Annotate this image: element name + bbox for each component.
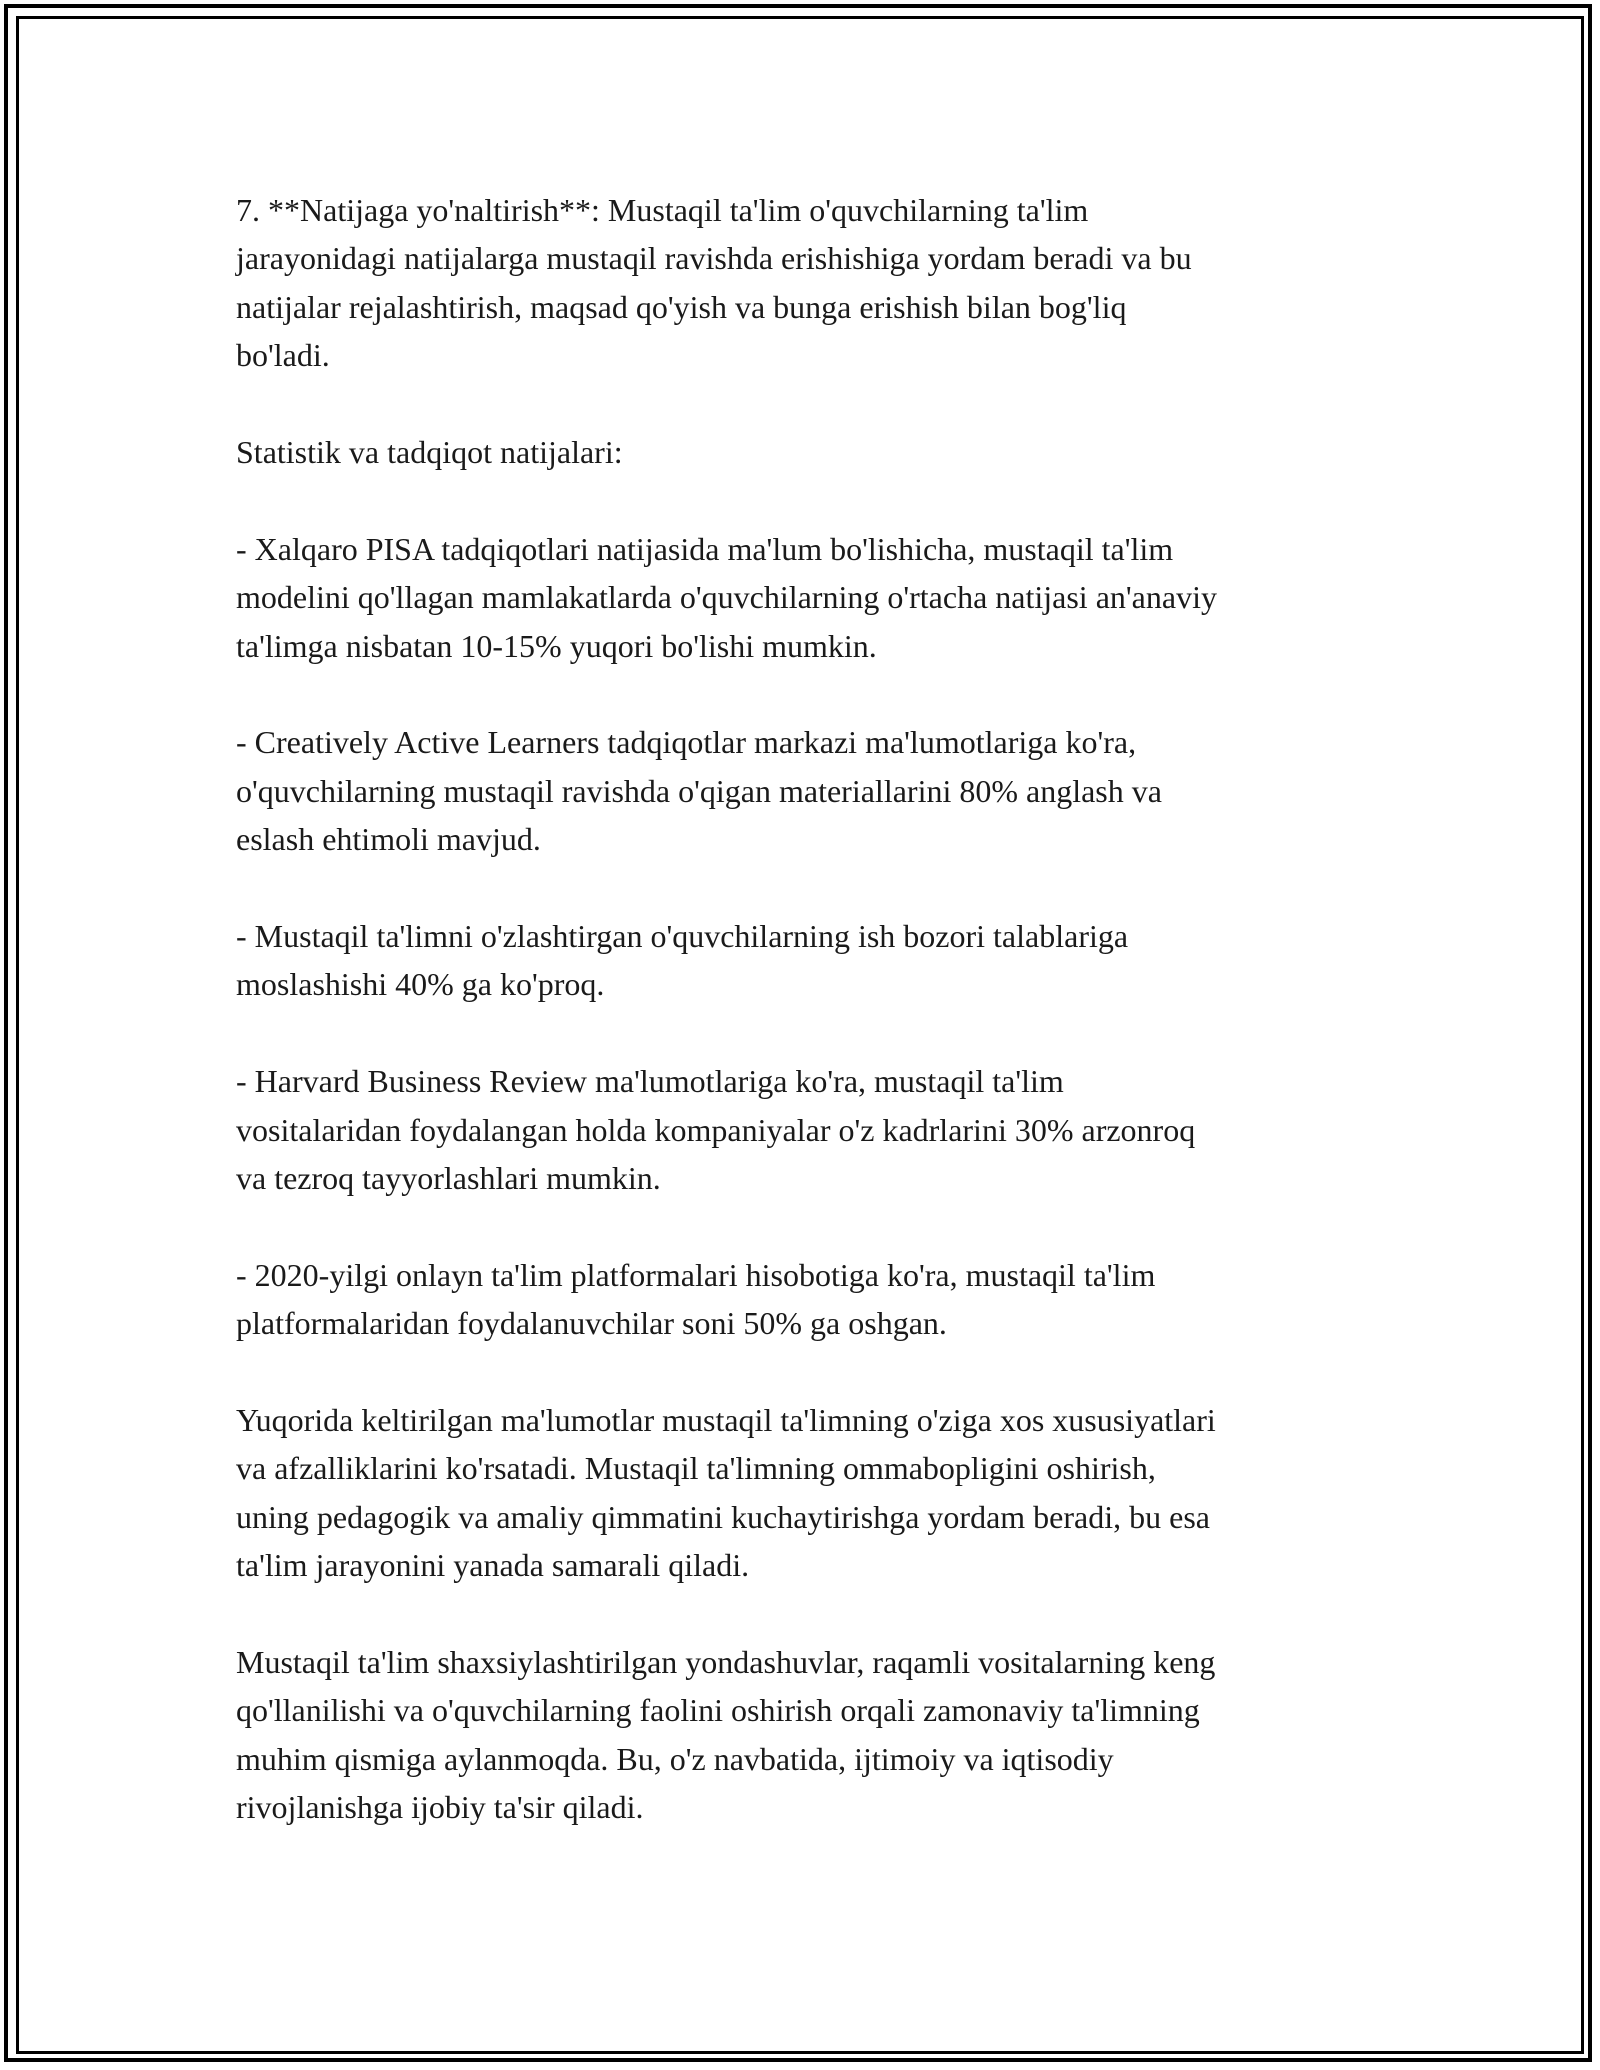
paragraph-creatively-active-learners: - Creatively Active Learners tadqiqotlar markazi ma'lumotlariga ko'ra, o'quvchilarning mustaqil ravishda o'qigan materiallarini 80% anglash va eslash ehtimoli mavjud. xyxy=(236,724,1162,858)
paragraph-result-orientation: 7. **Natijaga yo'naltirish**: Mustaqil ta'lim o'quvchilarning ta'lim jarayonidagi natijalarga mustaqil ravishda erishishiga yordam beradi va bu natijalar rejalashtirish, maqsad qo'yish va bunga erishish bilan bog'liq bo'ladi. xyxy=(236,192,1192,374)
paragraph-statistics-heading: Statistik va tadqiqot natijalari: xyxy=(236,434,623,471)
paragraph-job-market: - Mustaqil ta'limni o'zlashtirgan o'quvchilarning ish bozori talablariga moslashishi 40% ga ko'proq. xyxy=(236,918,1129,1003)
paragraph-summary: Yuqorida keltirilgan ma'lumotlar mustaqil ta'limning o'ziga xos xususiyatlari va afzalliklarini ko'rsatadi. Mustaqil ta'limning ommabopligini oshirish, uning pedagogik va amaliy qimmatini kuchaytirishga yordam beradi, bu esa ta'lim jarayonini yanada samarali qiladi. xyxy=(236,1402,1216,1584)
paragraph-pisa: - Xalqaro PISA tadqiqotlari natijasida ma'lum bo'lishicha, mustaqil ta'lim modelini qo'llagan mamlakatlarda o'quvchilarning o'rtacha natijasi an'anaviy ta'limga nisbatan 10-15% yuqori bo'lishi mumkin. xyxy=(236,530,1217,664)
paragraph-online-platforms-2020: - 2020-yilgi onlayn ta'lim platformalari hisobotiga ko'ra, mustaqil ta'lim platformalaridan foydalanuvchilar soni 50% ga oshgan. xyxy=(236,1256,1156,1342)
paragraph-harvard-business-review: - Harvard Business Review ma'lumotlariga ko'ra, mustaqil ta'lim vositalaridan foydalangan holda kompaniyalar o'z kadrlarini 30% arzonroq va tezroq tayyorlashlari mumkin. xyxy=(236,1063,1196,1197)
document-body xyxy=(236,186,1366,1832)
paragraph-conclusion: Mustaqil ta'lim shaxsiylashtirilgan yondashuvlar, raqamli vositalarning keng qo'llanilishi va o'quvchilarning faolini oshirish orqali zamonaviy ta'limning muhim qismiga aylanmoqda. Bu, o'z navbatida, ijtimoiy va iqtisodiy rivojlanishga ijobiy ta'sir qiladi. xyxy=(236,1644,1216,1826)
